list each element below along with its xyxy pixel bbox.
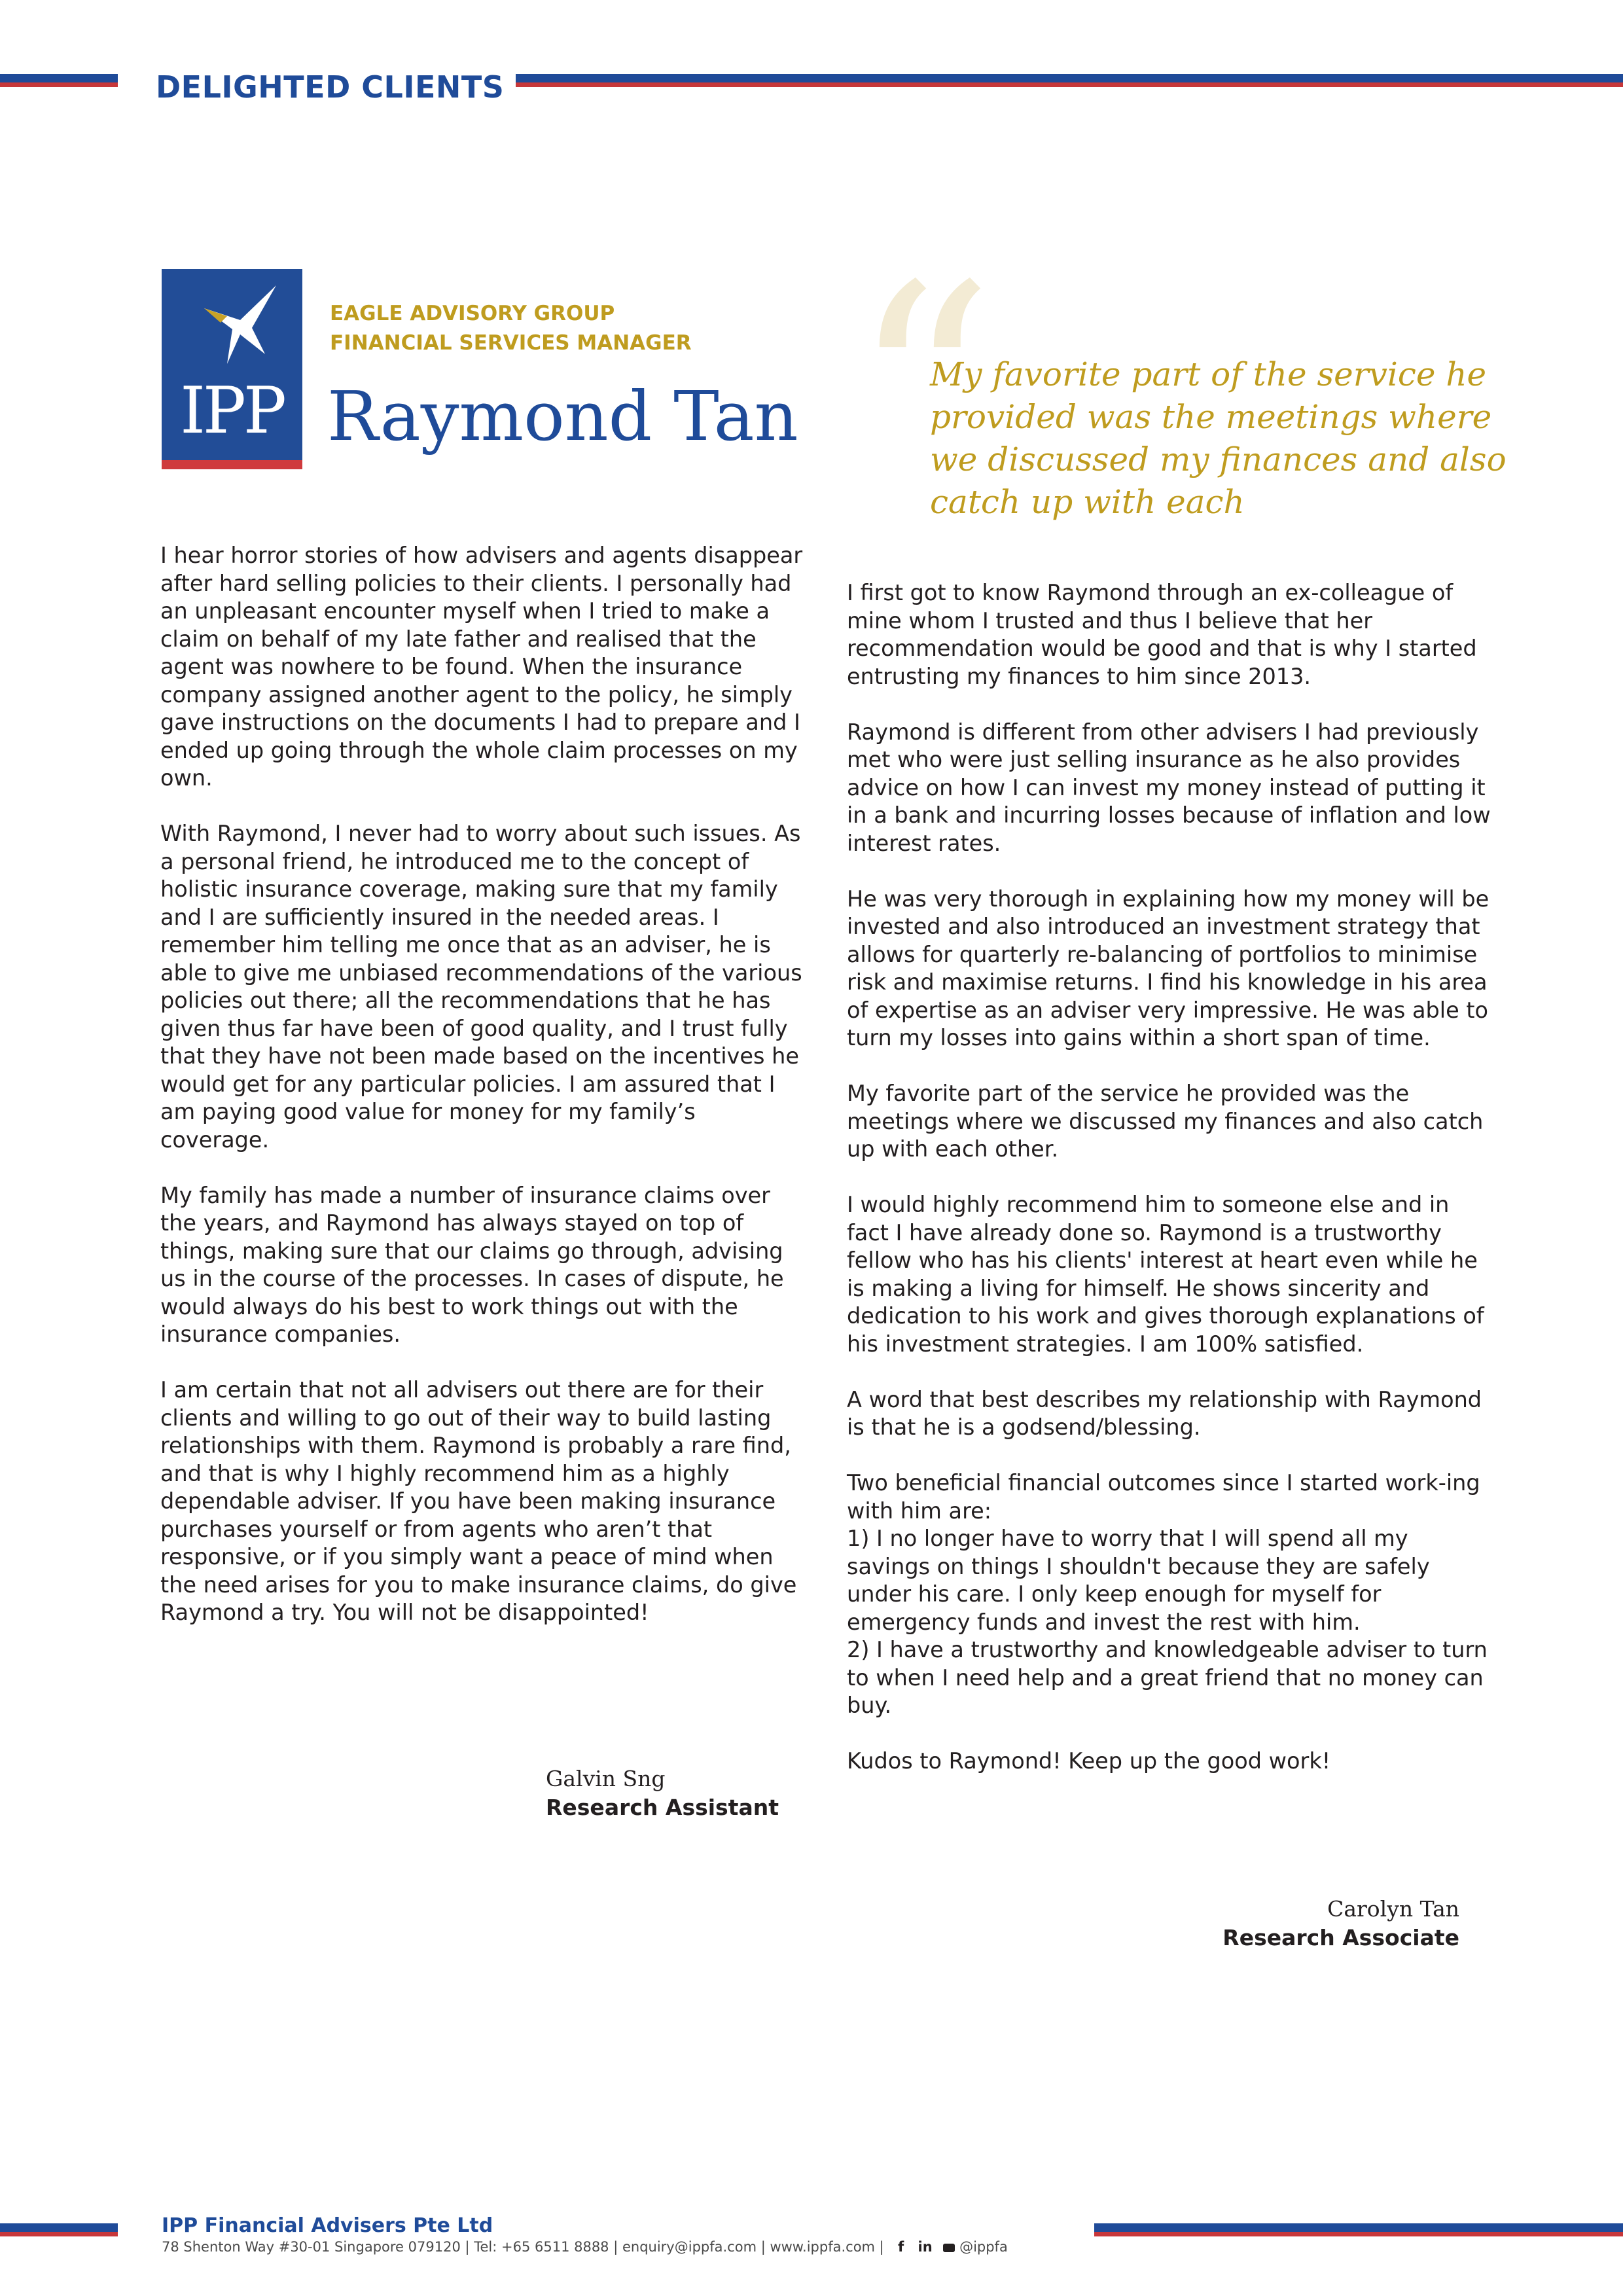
logo-red-strip bbox=[162, 460, 302, 469]
header-bar-right bbox=[516, 74, 1623, 87]
profile-company: EAGLE ADVISORY GROUP bbox=[330, 302, 615, 325]
footer-bar-left bbox=[0, 2223, 118, 2236]
testimonial-paragraph: With Raymond, I never had to worry about such issues. As a personal friend, he introduced me to the concept of holistic insurance coverage, making sure that my family and I are sufficiently insured in the needed areas. I remember him telling me once that as an adviser, he is able to give me unbiased recommendations of the various policies out there; all the recommendations that he has given thus far have been of good quality, and I trust fully that they have not been made based on the incentives he would get for any particular policies. I am assured that I am paying good value for money for my family’s coverage. bbox=[160, 821, 802, 1153]
logo-text: IPP bbox=[180, 374, 284, 448]
footer-contact bbox=[162, 2239, 1008, 2255]
footer-bar-right bbox=[1094, 2223, 1623, 2236]
quote-mark-icon: “ bbox=[851, 226, 995, 553]
testimonial-left bbox=[160, 542, 805, 1655]
linkedin-icon[interactable]: in bbox=[908, 2239, 933, 2255]
header-title: DELIGHTED CLIENTS bbox=[156, 69, 505, 105]
profile-company-role bbox=[330, 299, 692, 358]
testimonial-paragraph: My family has made a number of insurance claims over the years, and Raymond has always stayed on top of things, making sure that our claims go through, advising us in the course of the processes. In cases of dispute, he would always do his best to work things out with the insurance companies. bbox=[160, 1182, 784, 1347]
youtube-icon[interactable] bbox=[943, 2244, 955, 2252]
footer-company: IPP Financial Advisers Pte Ltd bbox=[162, 2214, 493, 2237]
footer-address: 78 Shenton Way #30-01 Singapore 079120 | Tel: +65 6511 8888 | enquiry@ippfa.com | www.ippfa.com | bbox=[162, 2239, 884, 2255]
signature-left bbox=[546, 1765, 779, 1822]
profile-name: Raymond Tan bbox=[327, 376, 798, 456]
signature-role: Research Assistant bbox=[546, 1795, 779, 1820]
social-handle[interactable]: @ippfa bbox=[959, 2239, 1008, 2255]
testimonial-paragraph: Kudos to Raymond! Keep up the good work! bbox=[847, 1748, 1331, 1774]
eagle-icon bbox=[201, 282, 279, 367]
testimonial-paragraph: He was very thorough in explaining how my money will be invested and also introduced an investment strategy that allows for quarterly re-balancing of portfolios to minimise risk and maximise returns. I find his knowledge in his area of expertise as an adviser very impressive. He was able to turn my losses into gains within a short span of time. bbox=[847, 886, 1489, 1050]
testimonial-right bbox=[847, 579, 1495, 1803]
testimonial-paragraph: My favorite part of the service he provided was the meetings where we discussed my finances and also catch up with each other. bbox=[847, 1081, 1484, 1162]
ipp-logo bbox=[162, 269, 302, 469]
profile-role: FINANCIAL SERVICES MANAGER bbox=[330, 331, 692, 355]
testimonial-paragraph: A word that best describes my relationship with Raymond is that he is a godsend/blessing. bbox=[847, 1386, 1482, 1440]
header-bar-left bbox=[0, 74, 118, 87]
testimonial-paragraph: I hear horror stories of how advisers and agents disappear after hard selling policies to their clients. I personally had an unpleasant encounter myself when I tried to make a claim on behalf of my late father and realised that the agent was nowhere to be found. When the insurance company assigned another agent to the policy, he simply gave instructions on the documents I had to prepare and I ended up going through the whole claim processes on my own. bbox=[160, 543, 803, 791]
facebook-icon[interactable]: f bbox=[888, 2239, 904, 2255]
testimonial-paragraph: I would highly recommend him to someone else and in fact I have already done so. Raymond is a trustworthy fellow who has his clients' interest at heart even while he is making a living for himself. He shows sincerity and dedication to his work and gives thorough explanations of his investment strategies. I am 100% satisfied. bbox=[847, 1192, 1484, 1357]
pull-quote: My favorite part of the service he provided was the meetings where we discussed my finances and also catch up with each bbox=[930, 355, 1507, 521]
testimonial-paragraph: I first got to know Raymond through an ex-colleague of mine whom I trusted and thus I believe that her recommendation would be good and that is why I started entrusting my finances to him since 2013. bbox=[847, 580, 1477, 689]
testimonial-paragraph: I am certain that not all advisers out there are for their clients and willing to go out of their way to build lasting relationships with them. Raymond is probably a rare find, and that is why I highly recommend him as a highly dependable adviser. If you have been making insurance purchases yourself or from agents who aren’t that responsive, or if you simply want a peace of mind when the need arises for you to make insurance claims, do give Raymond a try. You will not be disappointed! bbox=[160, 1377, 797, 1625]
signature-right bbox=[1222, 1895, 1459, 1952]
signature-role: Research Associate bbox=[1222, 1925, 1459, 1950]
signature-name: Galvin Sng bbox=[546, 1766, 666, 1791]
testimonial-paragraph: Raymond is different from other advisers I had previously met who were just selling insurance as he also provides advice on how I can invest my money instead of putting it in a bank and incurring losses because of inflation and low interest rates. bbox=[847, 719, 1491, 856]
testimonial-paragraph: Two beneficial financial outcomes since I started work-ing with him are: 1) I no longer have to worry that I will spend all my savings on things I shouldn't because they are safely under his care. I only keep enough for myself for emergency funds and invest the rest with him. 2) I have a trustworthy and knowledgeable adviser to turn to when I need help and a great friend that no money can buy. bbox=[847, 1470, 1488, 1718]
signature-name: Carolyn Tan bbox=[1327, 1896, 1459, 1922]
